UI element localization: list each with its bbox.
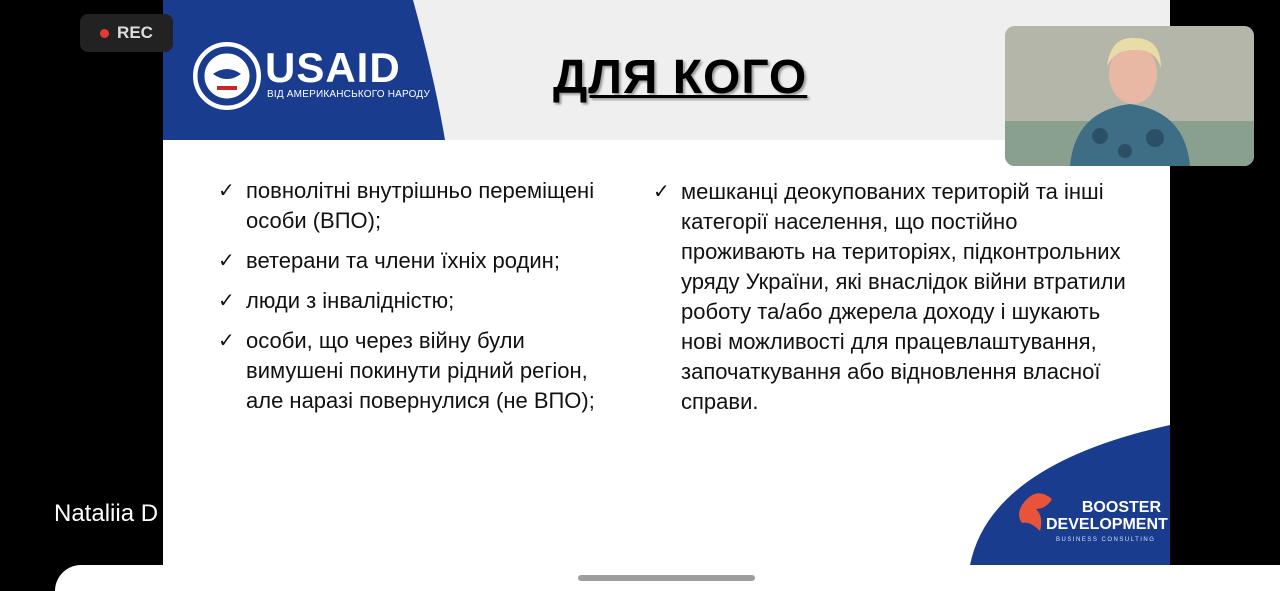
right-criteria-list <box>653 177 1133 427</box>
list-item: ✓ мешканці деокупованих територій та інші категорії населення, що постійно проживають на територіях, підконтрольних уряду України, які внаслідок війни втратили роботу та/або джерела доходу і шукають нові можливості для працевлаштування, започаткування або відновлення власної справи. <box>653 179 1126 414</box>
home-indicator-handle[interactable] <box>578 575 755 581</box>
checkmark-icon: ✓ <box>218 330 235 352</box>
checkmark-icon: ✓ <box>218 180 235 202</box>
booster-blue-band <box>970 425 1170 565</box>
checkmark-icon: ✓ <box>218 250 235 272</box>
list-item: ✓ ветерани та члени їхніх родин; <box>218 246 608 276</box>
recording-label: REC <box>117 23 153 42</box>
left-criteria-list <box>218 176 608 426</box>
list-item: ✓ повнолітні внутрішньо переміщені особи (ВПО); <box>218 178 595 233</box>
recording-indicator[interactable] <box>80 14 173 52</box>
usaid-wordmark: USAID <box>265 44 401 91</box>
usaid-tagline: ВІД АМЕРИКАНСЬКОГО НАРОДУ <box>267 89 431 100</box>
list-item: ✓ особи, що через війну були вимушені покинути рідний регіон, але наразі повернулися (не ВПО); <box>218 328 595 413</box>
record-dot-icon <box>100 29 109 38</box>
checkmark-icon: ✓ <box>653 181 670 203</box>
booster-tagline: BUSINESS CONSULTING <box>1056 537 1156 543</box>
participant-name-label: Nataliia D <box>54 500 159 527</box>
checkmark-icon: ✓ <box>218 290 235 312</box>
participant-avatar <box>1005 26 1254 166</box>
slide-title: ДЛЯ КОГО <box>553 51 808 104</box>
list-item: ✓ люди з інвалідністю; <box>218 286 608 316</box>
usaid-seal-logo <box>193 42 261 110</box>
booster-logo-text: BOOSTER DEVELOPMENT <box>1046 499 1168 533</box>
participant-video-tile[interactable] <box>1005 26 1254 166</box>
